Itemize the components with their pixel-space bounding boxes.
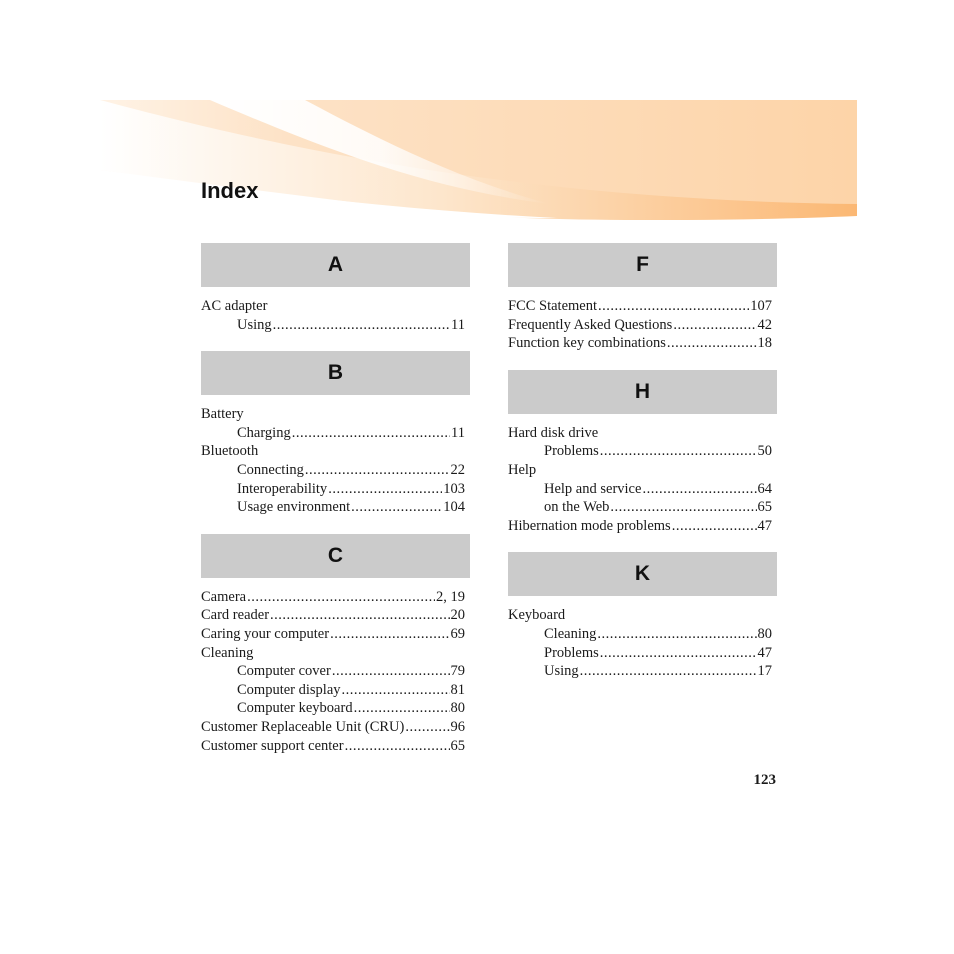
dot-leader: [597, 625, 756, 644]
entry-term: Bluetooth: [201, 443, 259, 460]
section-letter-k: K: [508, 552, 777, 596]
index-entry: [508, 334, 777, 353]
index-entry: [201, 588, 470, 607]
index-entry: [508, 461, 777, 480]
entry-page-numbers: 20: [450, 607, 465, 624]
index-column-left: [201, 243, 470, 772]
entry-term: Cleaning: [544, 625, 597, 642]
entry-term: Computer keyboard: [237, 700, 353, 717]
dot-leader: [673, 316, 756, 335]
index-entry: [201, 405, 470, 424]
section-letter-a: A: [201, 243, 470, 287]
index-entry: [508, 424, 777, 443]
entry-term: Using: [237, 316, 272, 333]
dot-leader: [328, 480, 442, 499]
dot-leader: [342, 681, 450, 700]
entry-term: Computer display: [237, 681, 341, 698]
entry-term: Customer Replaceable Unit (CRU): [201, 718, 405, 735]
entry-term: Hibernation mode problems: [508, 517, 671, 534]
index-entry: [201, 442, 470, 461]
index-entry: [201, 606, 470, 625]
index-subentry: [201, 699, 470, 718]
dot-leader: [270, 606, 449, 625]
dot-leader: [405, 718, 449, 737]
entry-page-numbers: 103: [443, 480, 465, 497]
index-entry: [201, 737, 470, 756]
entry-page-numbers: 69: [450, 625, 465, 642]
entry-term: Help and service: [544, 480, 642, 497]
index-entry: [508, 606, 777, 625]
entry-term: FCC Statement: [508, 298, 598, 314]
entry-page-numbers: 11: [451, 316, 465, 333]
entry-page-numbers: 11: [451, 424, 465, 441]
index-entry: [508, 517, 777, 536]
dot-leader: [332, 662, 450, 681]
dot-leader: [642, 480, 756, 499]
section-letter-f: F: [508, 243, 777, 287]
dot-leader: [672, 517, 757, 536]
dot-leader: [351, 498, 442, 517]
entry-page-numbers: 2, 19: [436, 588, 465, 605]
section-entries: [201, 578, 470, 772]
entry-page-numbers: 47: [757, 644, 772, 661]
dot-leader: [273, 316, 450, 335]
entry-term: Connecting: [237, 461, 304, 478]
index-subentry: [201, 316, 470, 335]
entry-term: Customer support center: [201, 737, 344, 754]
entry-page-numbers: 65: [757, 499, 772, 516]
index-entry: [508, 316, 777, 335]
index-subentry: [508, 625, 777, 644]
dot-leader: [580, 662, 757, 681]
index-entry: [201, 718, 470, 737]
entry-term: Usage environment: [237, 499, 351, 516]
entry-term: Card reader: [201, 607, 270, 624]
entry-page-numbers: 81: [450, 681, 465, 698]
entry-page-numbers: 18: [757, 335, 772, 352]
index-entry: [201, 644, 470, 663]
index-subentry: [508, 442, 777, 461]
section-entries: [508, 596, 777, 697]
index-subentry: [201, 461, 470, 480]
entry-term: Battery: [201, 406, 244, 423]
dot-leader: [247, 588, 435, 607]
dot-leader: [292, 424, 450, 443]
entry-term: Charging: [237, 424, 291, 441]
entry-page-numbers: 80: [757, 625, 772, 642]
entry-term: Cleaning: [201, 644, 254, 661]
entry-term: Problems: [544, 443, 599, 460]
dot-leader: [345, 737, 450, 756]
entry-page-numbers: 50: [757, 443, 772, 460]
entry-page-numbers: 80: [450, 700, 465, 717]
entry-page-numbers: 104: [443, 499, 465, 516]
index-column-right: [508, 243, 777, 698]
index-subentry: [201, 662, 470, 681]
entry-term: Frequently Asked Questions: [508, 316, 673, 333]
entry-term: on the Web: [544, 499, 610, 516]
index-subentry: [201, 424, 470, 443]
index-subentry: [508, 662, 777, 681]
entry-term: Interoperability: [237, 480, 328, 497]
dot-leader: [610, 498, 756, 517]
index-subentry: [201, 498, 470, 517]
entry-term: Keyboard: [508, 607, 566, 624]
entry-page-numbers: 65: [450, 737, 465, 754]
index-entry: [201, 297, 470, 316]
entry-term: Camera: [201, 588, 247, 605]
section-letter-c: C: [201, 534, 470, 578]
dot-leader: [305, 461, 450, 480]
entry-term: Function key combinations: [508, 335, 666, 352]
entry-page-numbers: 96: [450, 718, 465, 735]
entry-term: Hard disk drive: [508, 424, 599, 441]
entry-term: AC adapter: [201, 298, 268, 314]
index-subentry: [508, 480, 777, 499]
entry-page-numbers: 64: [757, 480, 772, 497]
page-number: 123: [753, 772, 776, 788]
page-title: Index: [201, 178, 259, 203]
entry-page-numbers: 79: [450, 663, 465, 680]
entry-page-numbers: 47: [757, 517, 772, 534]
entry-page-numbers: 22: [450, 461, 465, 478]
dot-leader: [667, 334, 757, 353]
section-entries: [201, 395, 470, 534]
section-entries: [508, 414, 777, 553]
index-subentry: [201, 681, 470, 700]
dot-leader: [600, 644, 757, 663]
dot-leader: [354, 699, 450, 718]
index-entry: [201, 625, 470, 644]
entry-term: Using: [544, 663, 579, 680]
entry-term: Problems: [544, 644, 599, 661]
dot-leader: [598, 297, 749, 316]
section-letter-h: H: [508, 370, 777, 414]
entry-term: Caring your computer: [201, 625, 330, 642]
index-subentry: [508, 498, 777, 517]
dot-leader: [330, 625, 449, 644]
index-subentry: [201, 480, 470, 499]
index-subentry: [508, 644, 777, 663]
entry-term: Computer cover: [237, 663, 331, 680]
entry-term: Help: [508, 461, 537, 478]
index-entry: [508, 297, 777, 316]
entry-page-numbers: 42: [757, 316, 772, 333]
section-entries: [201, 287, 470, 351]
section-letter-b: B: [201, 351, 470, 395]
entry-page-numbers: 17: [757, 663, 772, 680]
dot-leader: [600, 442, 757, 461]
section-entries: [508, 287, 777, 370]
entry-page-numbers: 107: [750, 298, 772, 314]
